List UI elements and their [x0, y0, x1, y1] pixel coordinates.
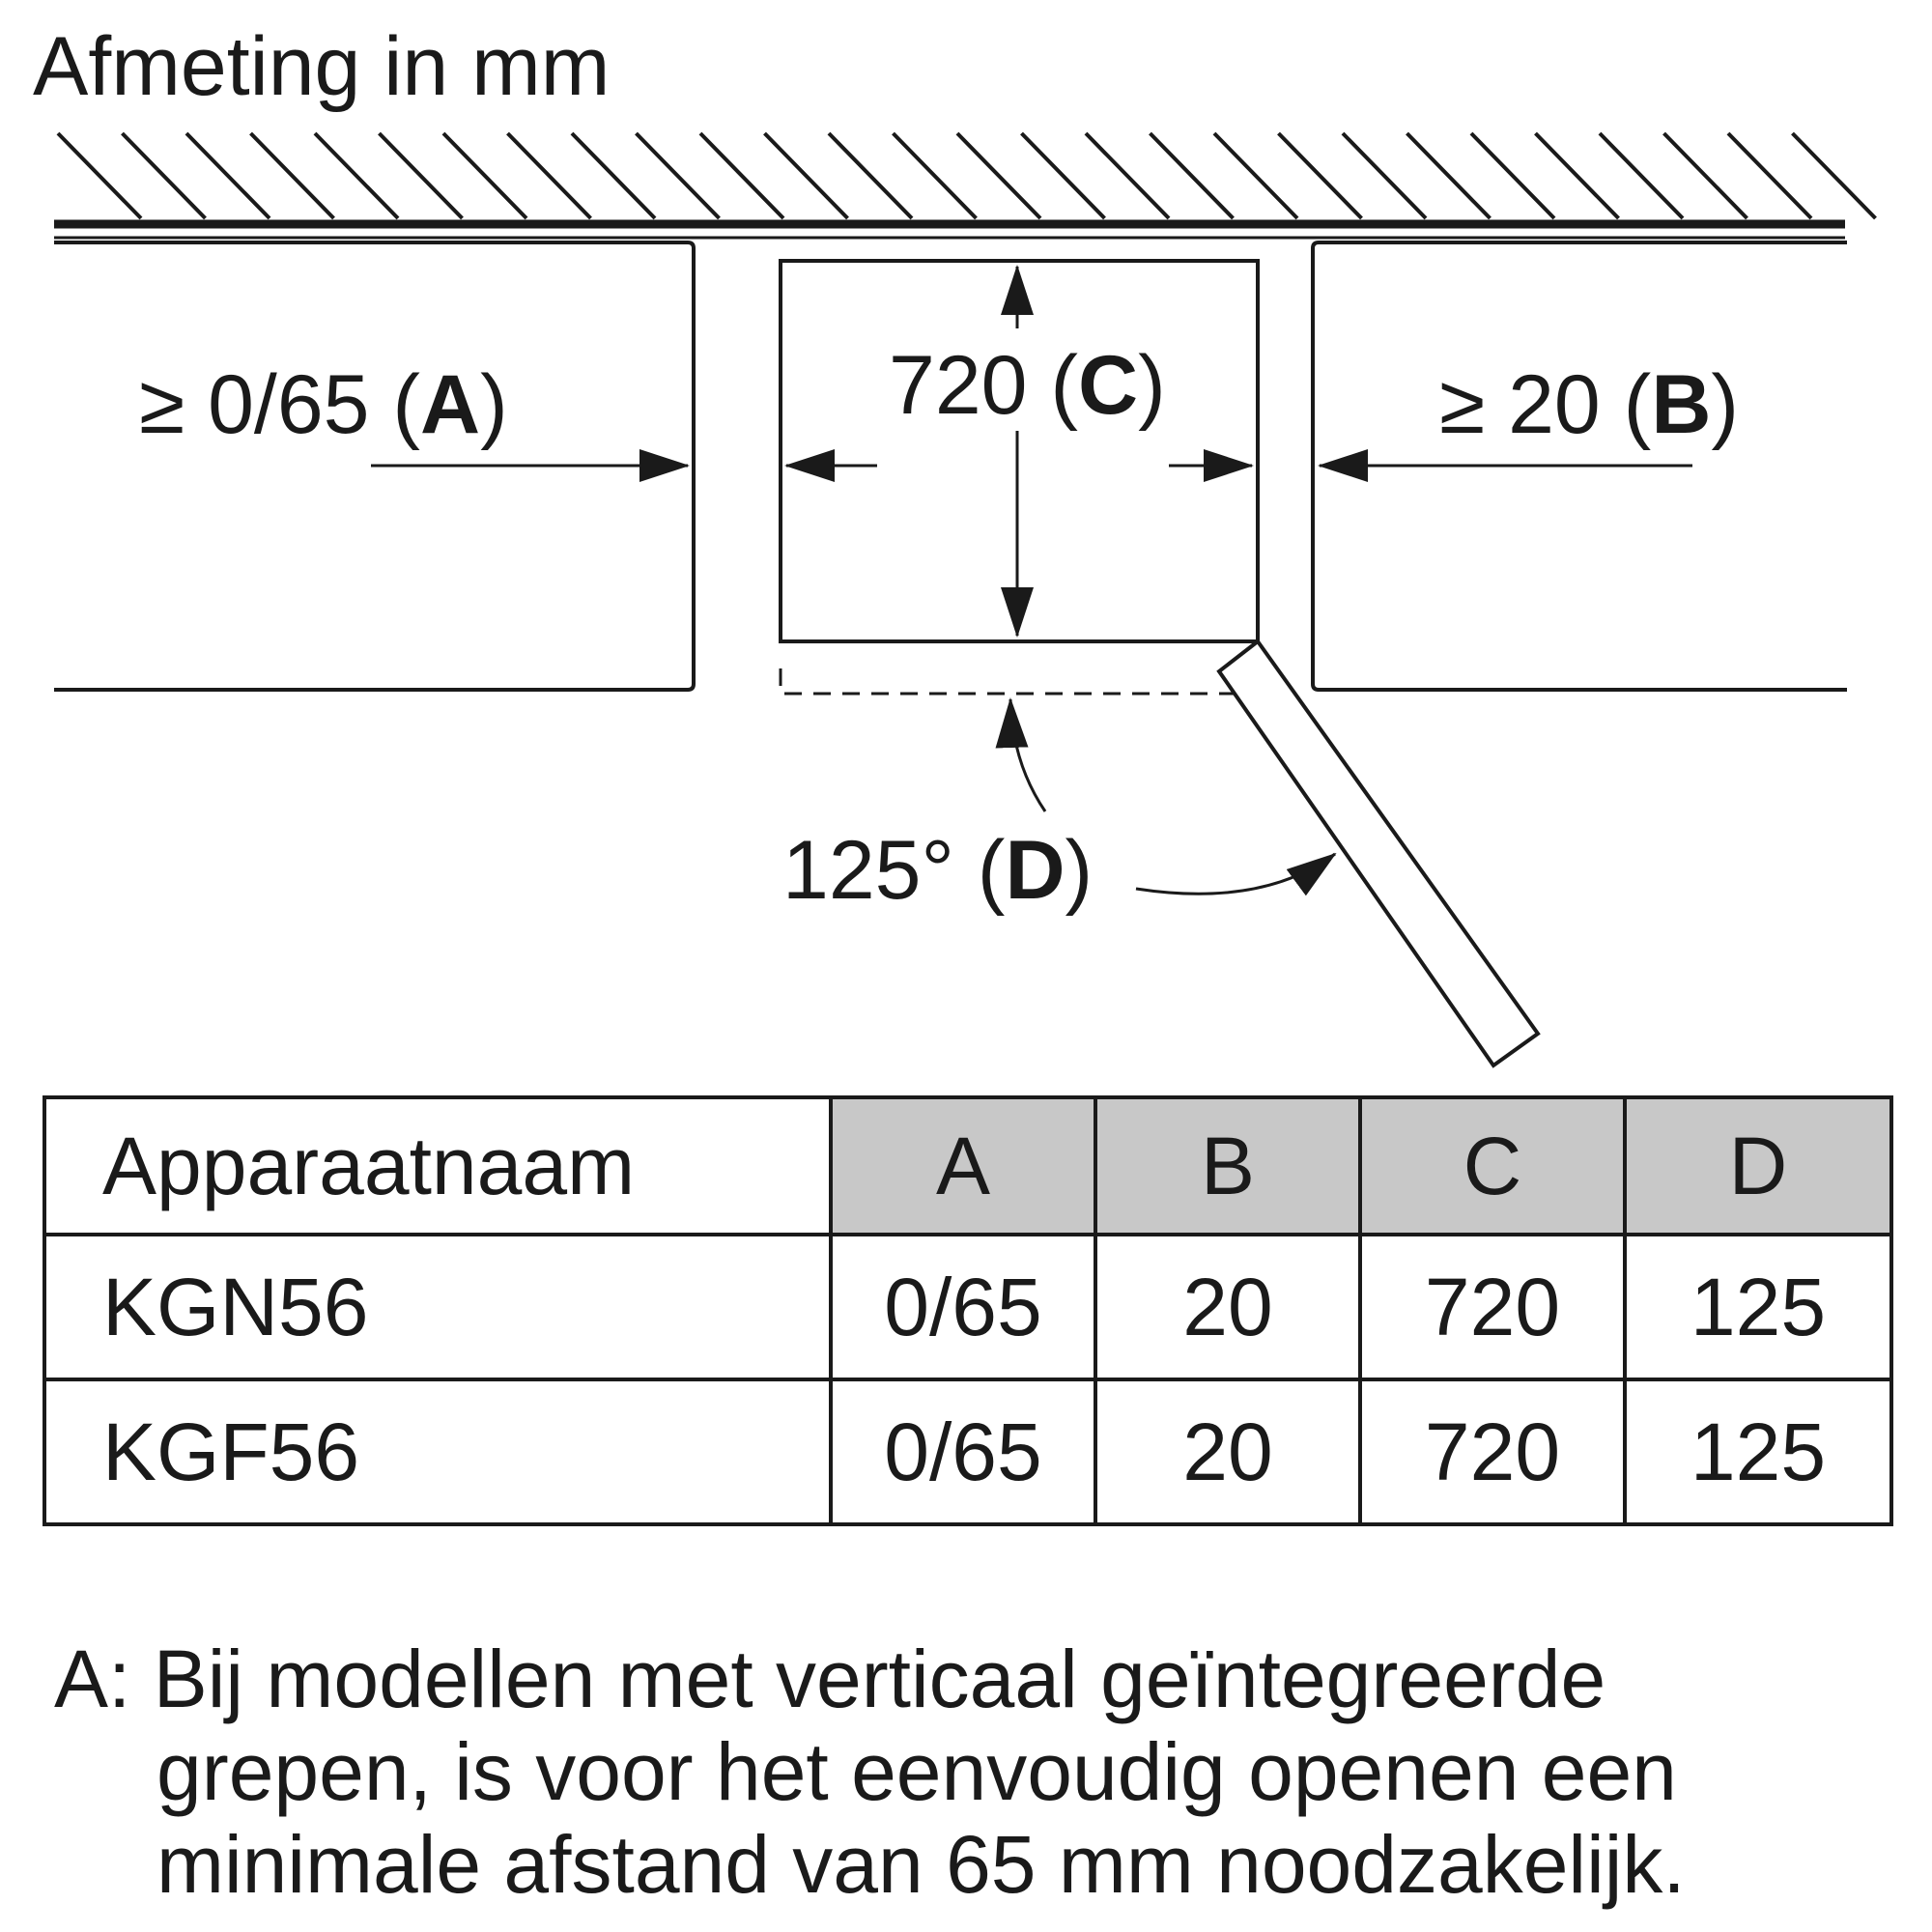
footnote-prefix: A:: [54, 1634, 131, 1724]
footnote-line2: grepen, is voor het eenvoudig openen een minimale afstand van 65 mm noodzakelijk.: [156, 1726, 1686, 1910]
open-door: [1219, 641, 1538, 1065]
hatch-line: [1214, 133, 1297, 218]
hatch-line: [1407, 133, 1491, 218]
label-a: ≥ 0/65 (A): [139, 358, 508, 451]
table-header-row: [44, 1097, 1891, 1235]
label-c: 720 (C): [889, 339, 1166, 432]
cell-d: 125: [1625, 1379, 1891, 1524]
header-a: A: [831, 1097, 1095, 1235]
label-d-letter: D: [1005, 824, 1065, 917]
cell-name: KGN56: [44, 1235, 831, 1379]
footnote: [54, 1633, 1918, 1911]
hatch-line: [894, 133, 977, 218]
hatch-line: [765, 133, 848, 218]
cell-c: 720: [1360, 1379, 1625, 1524]
footnote-first-line: [54, 1633, 1918, 1725]
hatch-line: [123, 133, 206, 218]
hatch-line: [443, 133, 526, 218]
table-row: [44, 1235, 1891, 1379]
footnote-line1: Bij modellen met verticaal geïntegreerde: [153, 1634, 1606, 1724]
hatch-line: [508, 133, 591, 218]
hatch-line: [251, 133, 334, 218]
d-angle-arrow-door: [1136, 854, 1335, 894]
table-row: [44, 1379, 1891, 1524]
cell-a: 0/65: [831, 1379, 1095, 1524]
hatch-line: [829, 133, 912, 218]
label-b: ≥ 20 (B): [1439, 358, 1740, 451]
cell-c: 720: [1360, 1235, 1625, 1379]
hatch-line: [700, 133, 783, 218]
label-a-value: ≥ 0/65: [139, 358, 370, 451]
hatch-line: [1471, 133, 1554, 218]
hatch-line: [1793, 133, 1876, 218]
cell-name: KGF56: [44, 1379, 831, 1524]
hatch-line: [186, 133, 270, 218]
dimension-table: [43, 1095, 1893, 1526]
d-angle-arrow-up: [1010, 699, 1045, 811]
cell-b: 20: [1095, 1235, 1360, 1379]
label-d-value: 125°: [782, 824, 954, 917]
label-c-letter: C: [1078, 339, 1139, 432]
hatch-line: [1279, 133, 1362, 218]
hatch-line: [637, 133, 720, 218]
header-d: D: [1625, 1097, 1891, 1235]
hatch-line: [1086, 133, 1169, 218]
closed-door-outline: [781, 668, 1238, 694]
hatch-line: [1664, 133, 1747, 218]
label-c-value: 720: [889, 339, 1028, 432]
header-b: B: [1095, 1097, 1360, 1235]
hatch-line: [1151, 133, 1234, 218]
label-b-value: ≥ 20: [1439, 358, 1601, 451]
header-name: Apparaatnaam: [44, 1097, 831, 1235]
label-d: 125° (D): [782, 824, 1094, 917]
label-b-letter: B: [1651, 358, 1712, 451]
hatch-line: [1343, 133, 1426, 218]
page-title: Afmeting in mm: [33, 20, 611, 113]
cell-d: 125: [1625, 1235, 1891, 1379]
hatch-line: [1728, 133, 1811, 218]
hatch-line: [572, 133, 655, 218]
hatch-line: [315, 133, 398, 218]
hatch-line: [1600, 133, 1683, 218]
hatch-line: [58, 133, 141, 218]
hatch-line: [1536, 133, 1619, 218]
cell-a: 0/65: [831, 1235, 1095, 1379]
cell-b: 20: [1095, 1379, 1360, 1524]
appliance-body: [781, 261, 1258, 641]
header-c: C: [1360, 1097, 1625, 1235]
hatch-line: [380, 133, 463, 218]
hatch-line: [957, 133, 1040, 218]
hatch-line: [1022, 133, 1105, 218]
label-a-letter: A: [420, 358, 481, 451]
wall-hatching: [58, 133, 1876, 218]
